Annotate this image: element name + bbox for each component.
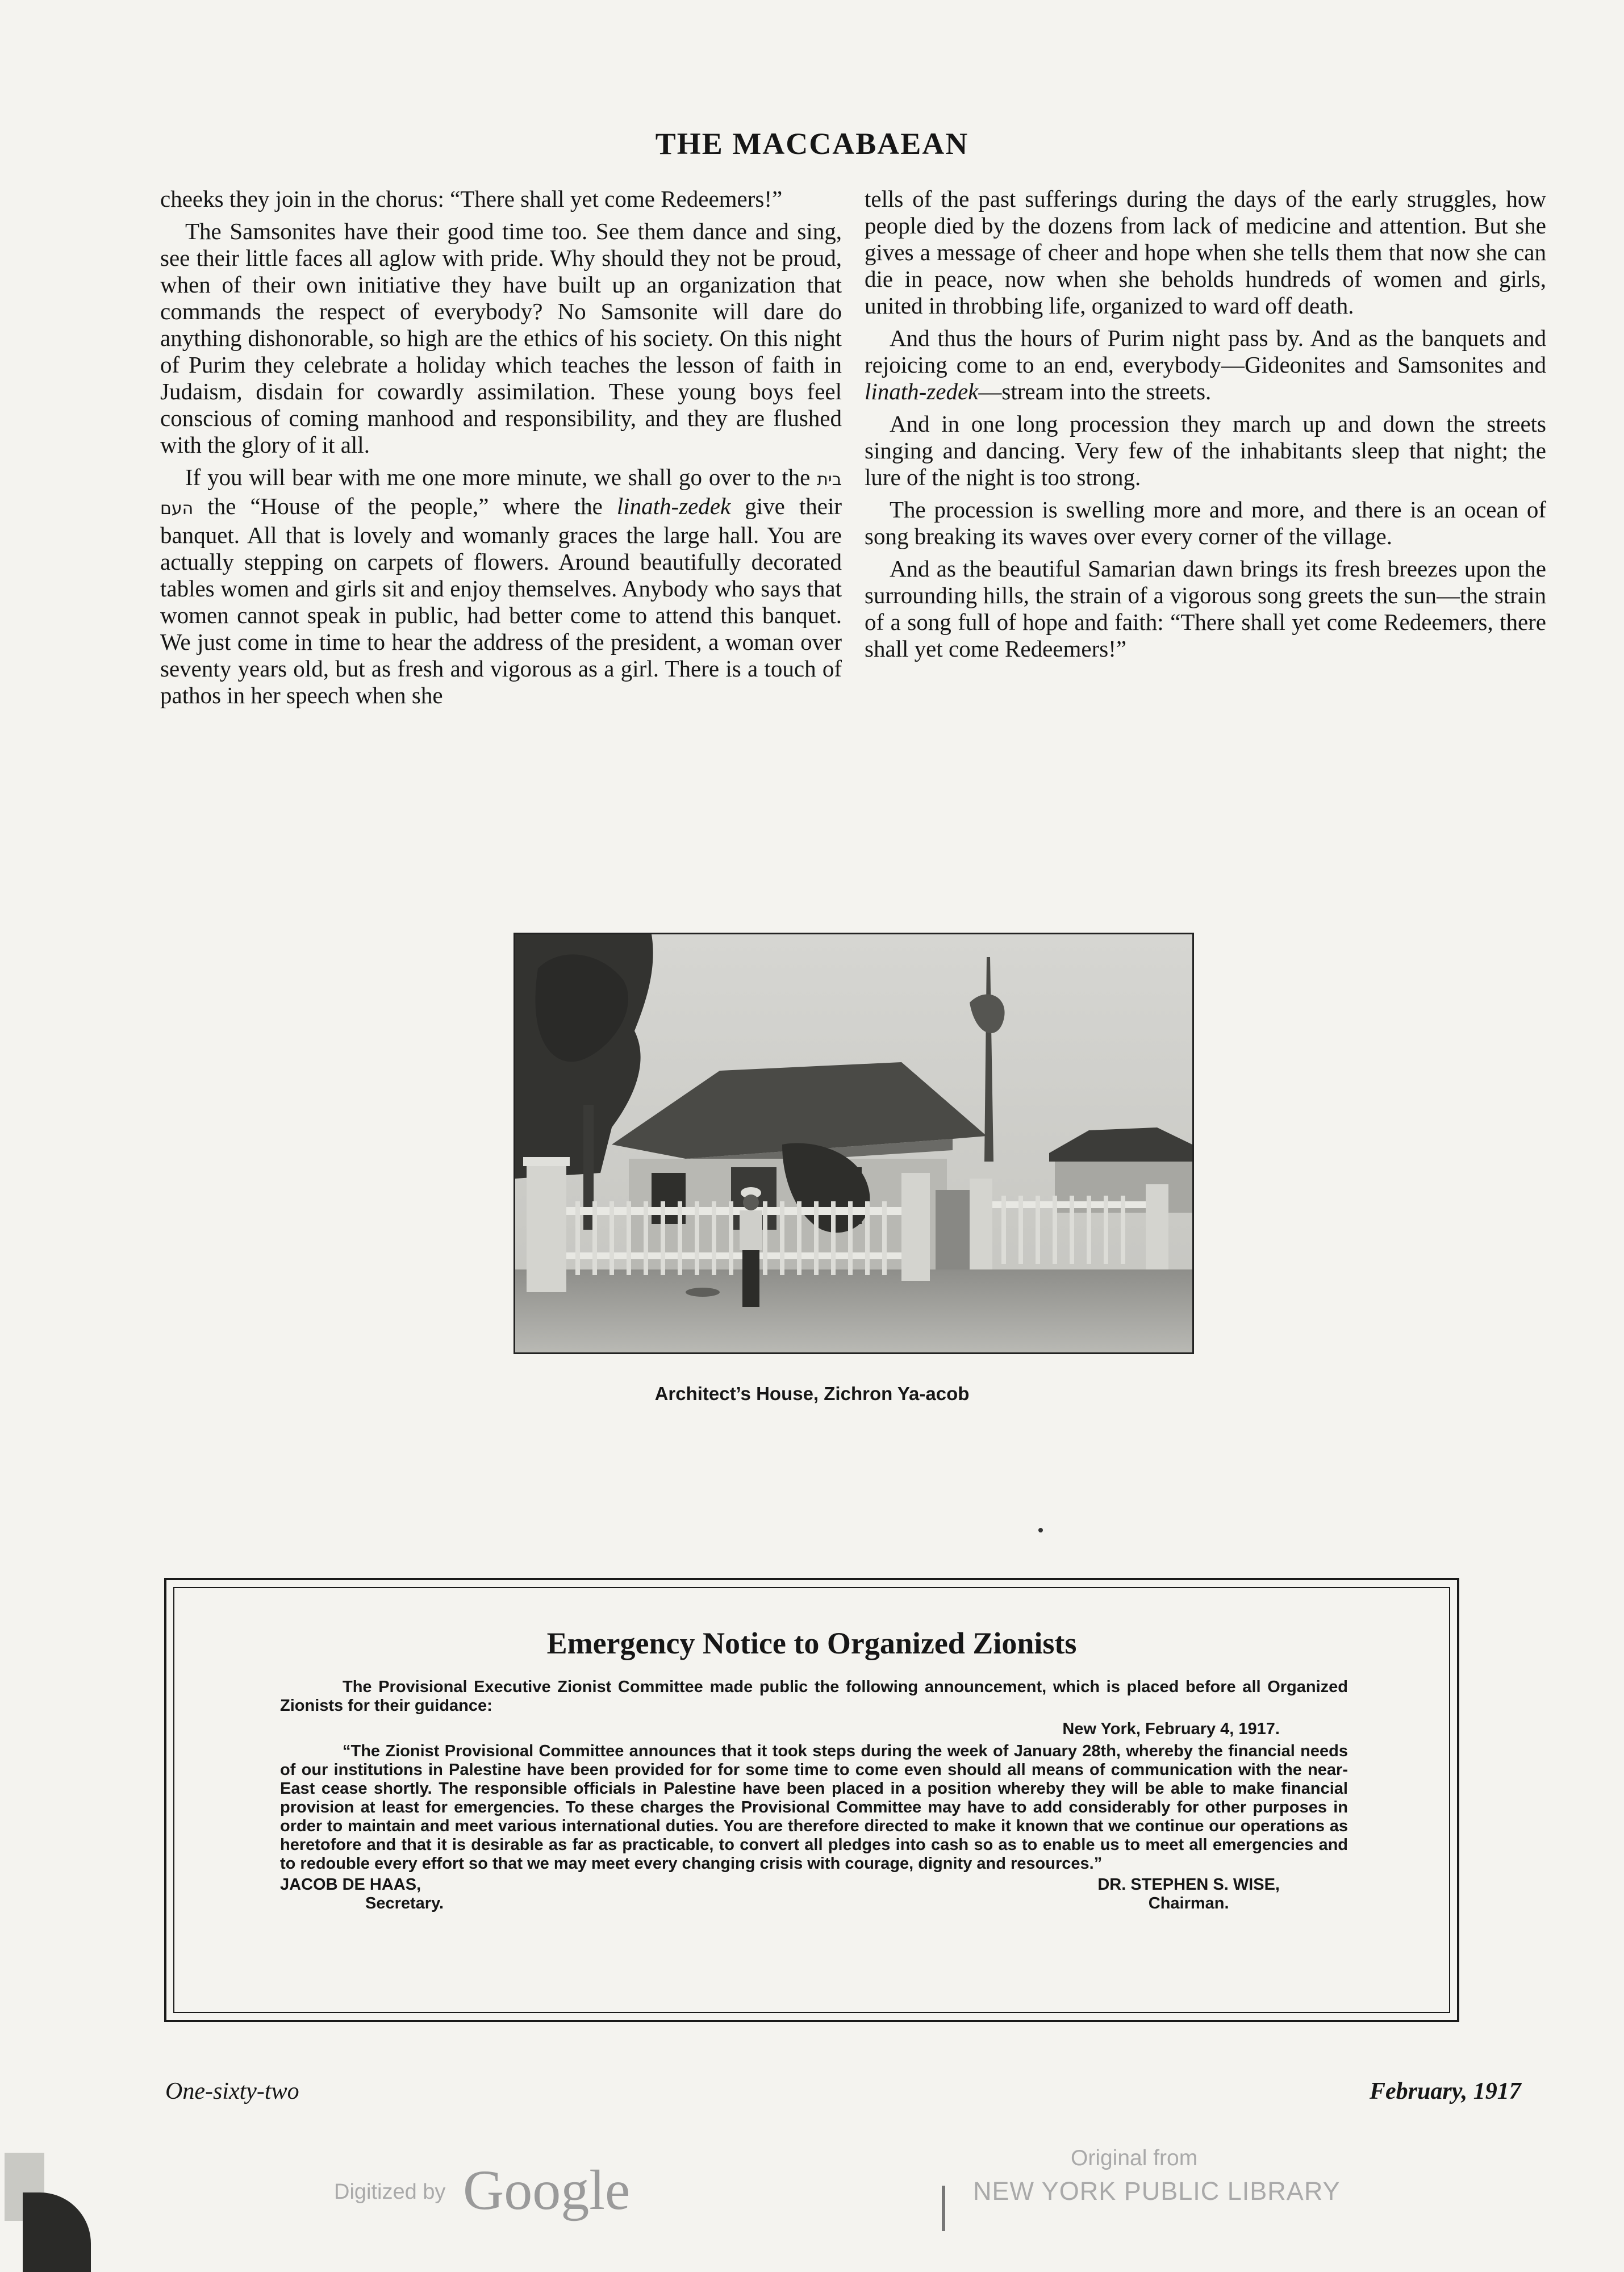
text-run: —stream into the streets.: [978, 378, 1212, 404]
hebrew-phrase: בית העם: [160, 470, 842, 519]
notice-signatures: [280, 1876, 1348, 1919]
notice-intro: The Provisional Executive Zionist Committee made public the following announcement, which is placed before all Organized Zionists for their guidance:: [280, 1678, 1348, 1715]
house-photo: [513, 933, 1194, 1354]
scan-artifact: [942, 2186, 945, 2231]
scan-artifact: [1038, 1528, 1043, 1532]
notice-body: [280, 1678, 1348, 1919]
text-run: And thus the hours of Purim night pass by. And as the banquets and rejoicing come to an end, everybody—Gideonites and Samsonites and: [865, 325, 1546, 378]
photo-caption: Architect’s House, Zichron Ya-acob: [654, 1383, 970, 1404]
issue-date: February, 1917: [1370, 2078, 1521, 2104]
text-run: If you will bear with me one more minute, we shall go over to the: [185, 464, 811, 490]
digitized-by-label: Digitized by: [334, 2180, 446, 2204]
paragraph: The Samsonites have their good time too. See them dance and sing, see their little faces all aglow with pride. Why should they not be proud, when of their own initiative they have built up an organization that commands the respect of everybody? No Samsonite will dare do anything dishonorable, so high are the ethics of his society. On this night of Purim they celebrate a holiday which teaches the lesson of faith in Judaism, disdain for cowardly assimilation. These young boys feel conscious of coming manhood and responsibility, and they are flushed with the glory of it all.: [160, 218, 842, 458]
signature-secretary: [280, 1876, 444, 1913]
notice-quote: “The Zionist Provisional Committee announces that it took steps during the week of January 28th, whereby the financial needs of our institutions in Palestine have been provided for for some time to come even should all means of communication with the near-East cease shortly. The responsible officials in Palestine have been placed in a position whereby they will be able to make financial provision at least for emergencies. To these charges the Provisional Committee may have to add considerably for other purposes in order to maintain and meet various international duties. You are therefore directed to make it known that we continue our operations as heretofore and that it is desirable as far as practicable, to convert all pledges into cash so as to enable us to meet all emergencies and to redouble every effort so that we may meet every changing crisis with courage, dignity and resources.”: [280, 1742, 1348, 1873]
text-run: the “House of the people,” where the: [207, 493, 603, 519]
paragraph: And as the beautiful Samarian dawn brings its fresh breezes upon the surrounding hills, the strain of a vigorous song greets the sun—the strain of a song full of hope and faith: “There shall yet come Redeemers, there shall yet come Redeemers!”: [865, 556, 1546, 662]
paragraph: tells of the past sufferings during the days of the early struggles, how people died by the dozens from lack of medicine and attention. But she gives a message of cheer and hope when she tells them that now she can die in peace, now when she beholds hundreds of women and girls, united in throbbing life, organized to ward off death.: [865, 186, 1546, 319]
chairman-name: DR. STEPHEN S. WISE,: [1097, 1876, 1280, 1894]
secretary-name: JACOB DE HAAS,: [280, 1876, 421, 1894]
scan-artifact: [23, 2192, 91, 2272]
notice-title: Emergency Notice to Organized Zionists: [546, 1626, 1077, 1660]
library-name: NEW YORK PUBLIC LIBRARY: [973, 2177, 1341, 2206]
italic-term: linath-zedek: [616, 493, 731, 519]
paragraph: cheeks they join in the chorus: “There shall yet come Redeemers!”: [160, 186, 783, 212]
magazine-title: THE MACCABAEAN: [655, 127, 969, 161]
text-run: give their banquet. All that is lovely and womanly graces the large hall. You are actually stepping on carpets of flowers. Around beautifully decorated tables women and girls sit and enjoy themselves. Anybody who says that women cannot speak in public, had better come to attend this banquet. We just come in time to hear the address of the president, a woman over seventy years old, but as fresh and vigorous as a girl. There is a touch of pathos in her speech when she: [160, 493, 842, 708]
left-article-column: [160, 186, 842, 715]
emergency-notice-box: [164, 1578, 1459, 2022]
signature-chairman: [1097, 1876, 1280, 1913]
original-from-label: Original from: [1071, 2146, 1198, 2170]
notice-date: New York, February 4, 1917.: [1062, 1720, 1280, 1738]
right-article-column: [865, 186, 1546, 668]
paragraph: [865, 325, 1546, 405]
italic-term: linath-zedek: [865, 378, 979, 404]
secretary-title: Secretary.: [365, 1894, 444, 1912]
chairman-title: Chairman.: [1148, 1894, 1229, 1912]
paragraph: The procession is swelling more and more, and there is an ocean of song breaking its waves over every corner of the village.: [865, 496, 1546, 549]
google-logo: Google: [463, 2158, 631, 2221]
page-number: One-sixty-two: [165, 2078, 299, 2104]
paragraph: [160, 464, 842, 709]
house-photo-drawing: [515, 934, 1192, 1352]
paragraph: And in one long procession they march up and down the streets singing and dancing. Very few of the inhabitants sleep that night; the lure of the night is too strong.: [865, 411, 1546, 490]
